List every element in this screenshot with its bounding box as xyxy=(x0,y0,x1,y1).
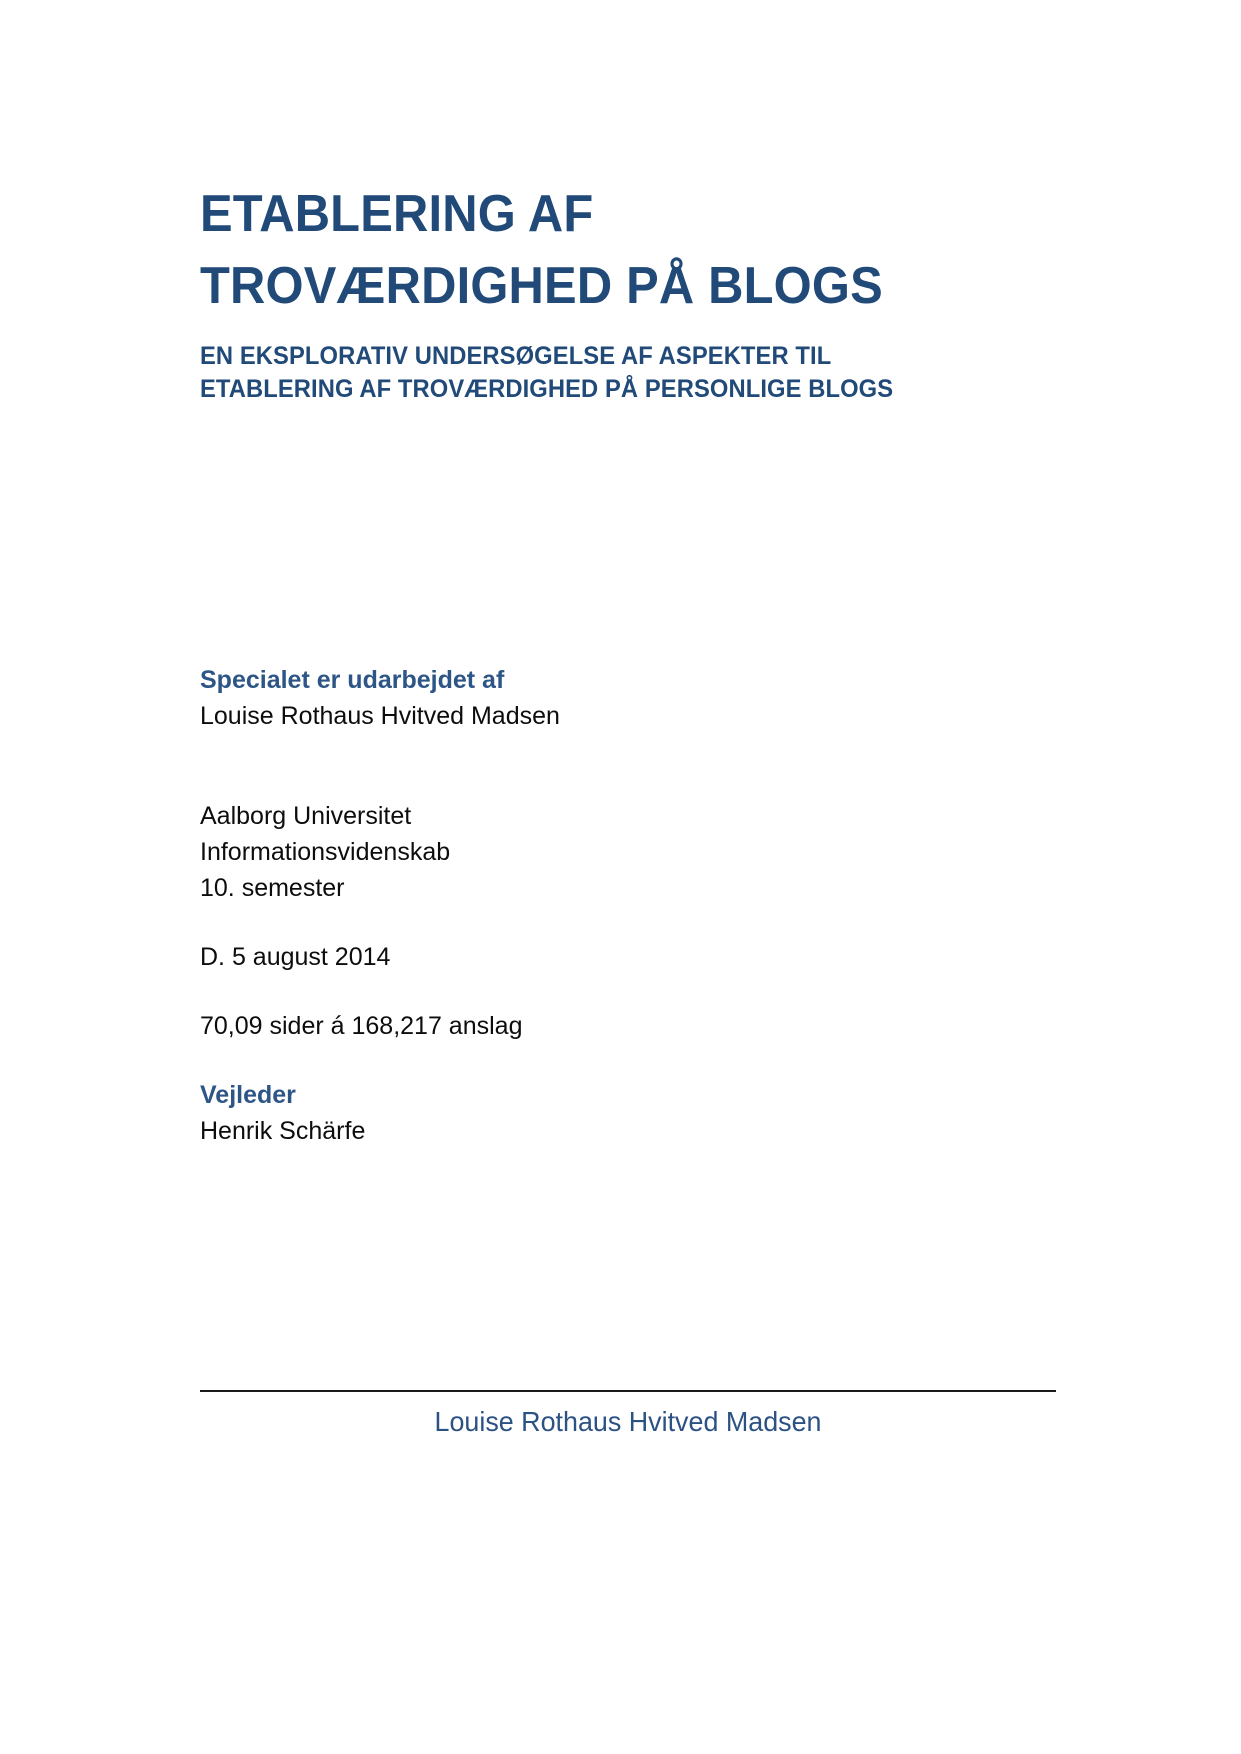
supervisor-group xyxy=(200,1077,960,1149)
department-name: Informationsvidenskab xyxy=(200,838,451,866)
page-count-group xyxy=(200,1008,960,1044)
author-name: Louise Rothaus Hvitved Madsen xyxy=(200,702,560,730)
institution-name: Aalborg Universitet xyxy=(200,802,412,830)
page-count-value: 70,09 sider á 168,217 anslag xyxy=(200,1012,523,1040)
author-label: Specialet er udarbejdet af xyxy=(200,666,505,694)
date-group xyxy=(200,939,960,975)
page-subtitle-line-1: EN EKSPLORATIV UNDERSØGELSE AF ASPEKTER TIL xyxy=(200,342,832,370)
page-title-line-2: TROVÆRDIGHED PÅ BLOGS xyxy=(200,257,883,315)
spacer-after-author xyxy=(200,734,960,798)
page-title-line-1: ETABLERING AF xyxy=(200,185,594,243)
semester-value: 10. semester xyxy=(200,874,345,902)
spacer-after-institution xyxy=(200,906,960,939)
submission-date: D. 5 august 2014 xyxy=(200,943,391,971)
institution-group xyxy=(200,798,960,906)
metadata-block xyxy=(200,662,960,1149)
title-block xyxy=(200,178,1100,406)
footer-author-name: Louise Rothaus Hvitved Madsen xyxy=(434,1406,822,1437)
page-subtitle-line-2: ETABLERING AF TROVÆRDIGHED PÅ PERSONLIGE BLOGS xyxy=(200,375,894,403)
spacer-after-page-count xyxy=(200,1044,960,1077)
supervisor-label: Vejleder xyxy=(200,1081,296,1109)
footer-divider xyxy=(200,1390,1056,1392)
subtitle-block xyxy=(200,340,1100,406)
spacer-after-date xyxy=(200,975,960,1008)
page-footer xyxy=(200,1390,1056,1444)
author-group xyxy=(200,662,960,734)
supervisor-name: Henrik Schärfe xyxy=(200,1117,366,1145)
